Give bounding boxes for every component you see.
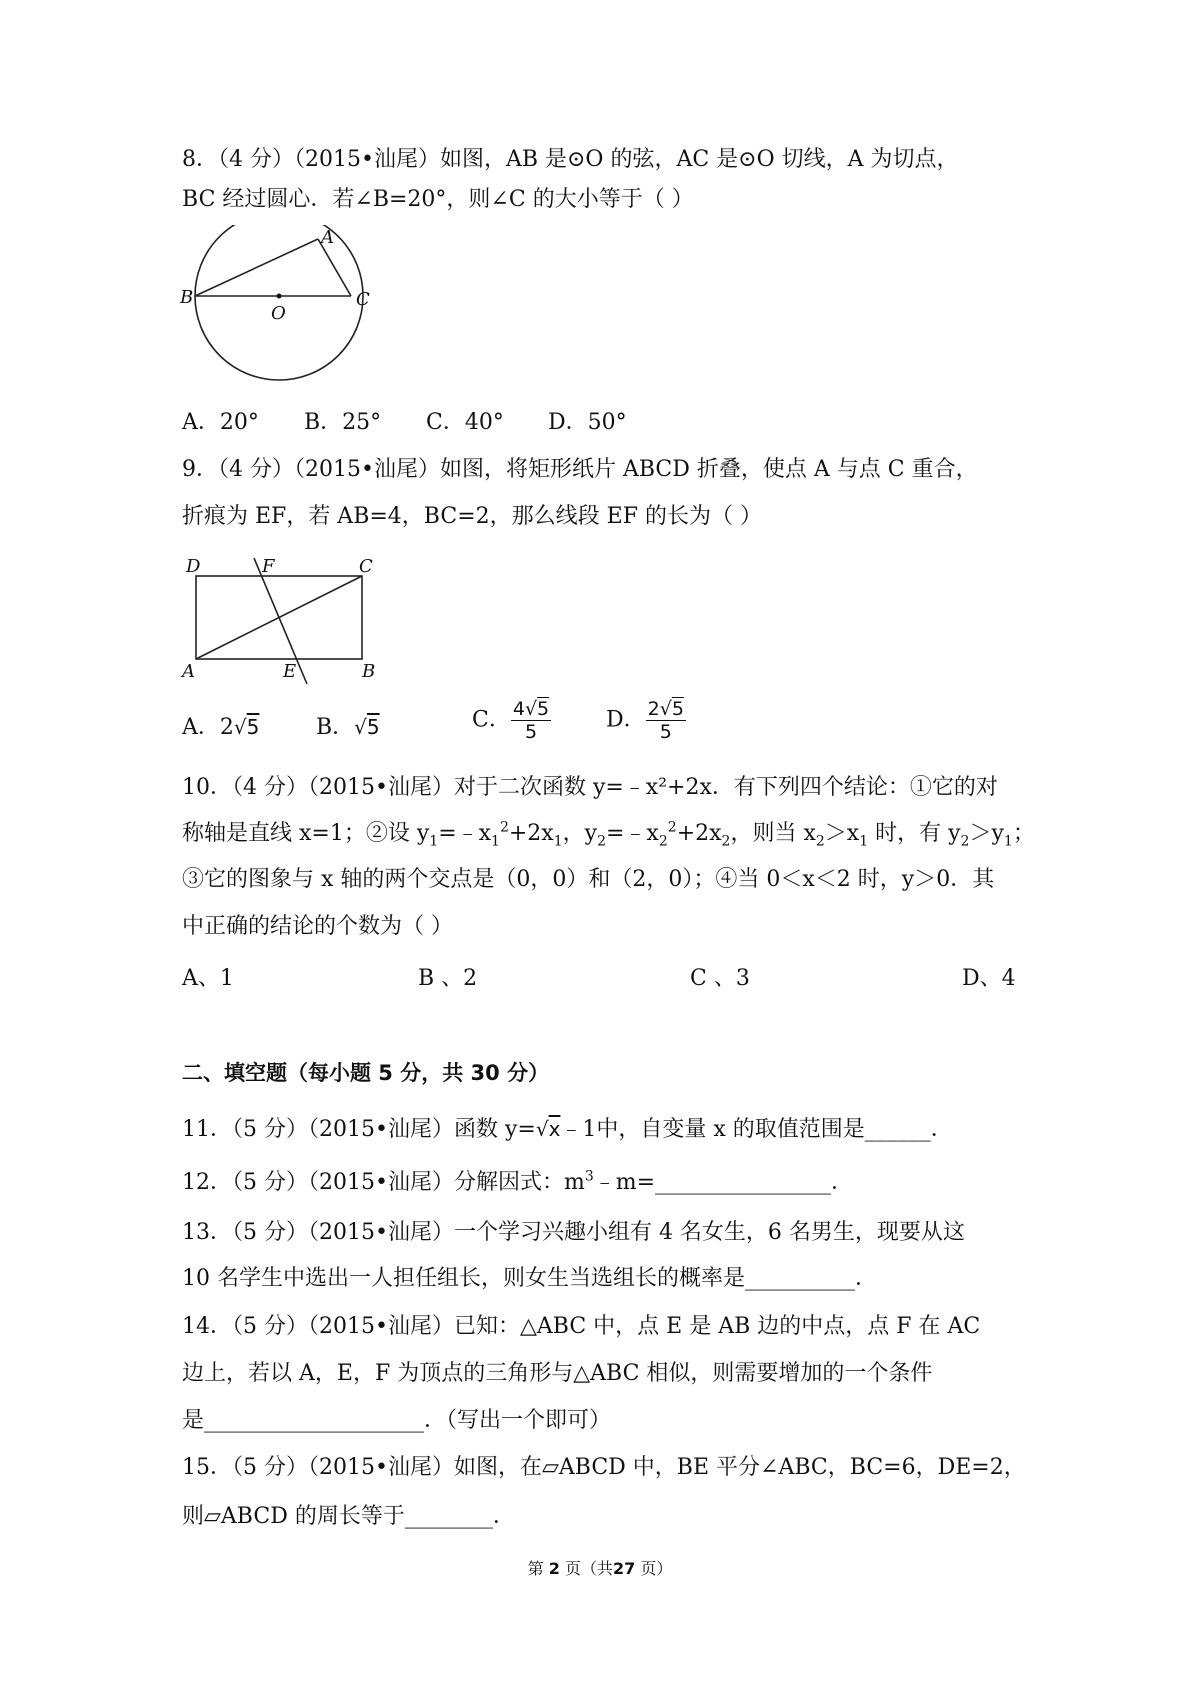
q13-line2: 10 名学生中选出一人担任组长，则女生当选组长的概率是__________． [182,1266,877,1291]
q14-line3: 是____________________．（写出一个即可） [182,1408,612,1433]
q9-label-f: F [262,556,275,577]
q8-circle-diagram [176,225,406,405]
q8-choice-d: D．50° [548,410,627,435]
q13-line1: 13．（5 分）（2015•汕尾）一个学习兴趣小组有 4 名女生，6 名男生，现要从这 [182,1220,965,1245]
q8-line2: BC 经过圆心．若∠B=20°，则∠C 的大小等于（ ） [182,187,694,212]
q9-fraction-c: $\frac{4√5}{5}$ [512,698,550,743]
q12-line: 12．（5 分）（2015•汕尾）分解因式：$m^3﹣m=\_\_\_\_\_\_\_\_\_\_\_\_\_\_\_\_$． [182,1168,854,1195]
q9-choice-b: B．√5 [316,715,380,740]
q9-line2: 折痕为 EF，若 AB=4，BC=2，那么线段 EF 的长为（ ） [182,504,762,529]
q9-label-a: A [182,661,195,682]
q9-label-c: C [359,556,373,577]
q8-label-c: C [356,289,370,310]
q9-line1: 9．（4 分）（2015•汕尾）如图，将矩形纸片 ABCD 折叠，使点 A 与点 C 重合， [182,457,978,482]
q14-line1: 14．（5 分）（2015•汕尾）已知：△ABC 中，点 E 是 AB 边的中点，点 F 在 AC [182,1314,981,1339]
footer-page-number: 2 [548,1559,560,1578]
q11-line: 11．（5 分）（2015•汕尾）函数 y=√x﹣1中，自变量 x 的取值范围是______． [182,1117,953,1142]
q10-line2: 称轴是直线 x=1；②设 $y_1=﹣x_1^2+2x_1$，$y_2=﹣x_2^2+2x_2$，则当 $x_2>x_1$ 时，有 $y_2>y_1$； [182,819,1035,850]
q8-label-b: B [180,287,194,308]
q10-line4: 中正确的结论的个数为（ ） [182,914,453,939]
q10-choice-a: A、1 [182,966,234,991]
q9-label-e: E [283,661,297,682]
q10-choice-d: D、4 [962,966,1016,991]
q8-label-o: O [271,303,286,324]
q9-rectangle-diagram [176,548,406,693]
q9-choice-a: A．2√5 [182,715,260,740]
q9-choice-c: C． $\frac{4√5}{5}$ [472,698,550,743]
q15-line2: 则▱ABCD 的周长等于________． [182,1504,515,1529]
q10-line1: 10．（4 分）（2015•汕尾）对于二次函数 y=﹣x²+2x．有下列四个结论：①它的对 [182,775,998,800]
q15-line1: 15．（5 分）（2015•汕尾）如图，在▱ABCD 中，BE 平分∠ABC，BC=6，DE=2， [182,1455,1026,1480]
q10-choice-b: B 、2 [418,966,478,991]
q8-line1: 8．（4 分）（2015•汕尾）如图，AB 是⊙O 的弦，AC 是⊙O 切线，A 为切点， [182,147,959,172]
q10-choice-c: C 、3 [690,966,750,991]
q8-choice-b: B．25° [304,410,382,435]
section2-title: 二、填空题（每小题 5 分，共 30 分） [182,1061,550,1085]
q9-fraction-d: $\frac{2√5}{5}$ [647,698,684,743]
q10-line3: ③它的图象与 x 轴的两个交点是（0，0）和（2，0）；④当 0＜x＜2 时，y＞0．其 [182,867,995,892]
q8-choice-a: A．20° [182,410,259,435]
page-footer: 第 2 页（共27 页） [527,1559,673,1578]
footer-total-pages: 27 [612,1559,636,1578]
q9-label-d: D [186,556,201,577]
q8-choice-c: C．40° [426,410,504,435]
q9-choice-d: D． $\frac{2√5}{5}$ [606,698,684,743]
q9-label-b: B [362,661,376,682]
q14-line2: 边上，若以 A，E，F 为顶点的三角形与△ABC 相似，则需要增加的一个条件 [182,1361,933,1386]
q8-label-a: A [321,227,334,248]
